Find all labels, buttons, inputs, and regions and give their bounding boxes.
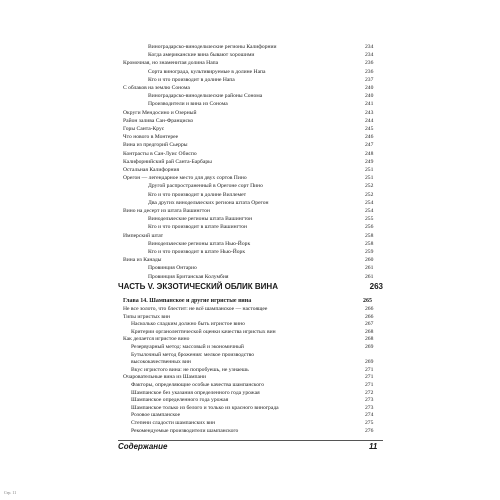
toc-entry: [0, 216, 500, 223]
toc-entry: [0, 159, 500, 166]
toc-entry-title: Степени сладости шампанских вин: [131, 420, 216, 426]
toc-entry-title: Вина из предгорий Сьерры: [123, 142, 188, 149]
toc-entry-page: 260: [365, 257, 374, 264]
toc-entry-title: Как делается игристое вино: [123, 336, 190, 343]
toc-entry-page: 254: [365, 208, 374, 214]
toc-entry: [0, 241, 500, 248]
toc-entry-title: Винодельческие регионы штата Нью-Йорк: [148, 240, 251, 247]
toc-entry-title: Шампанское без указания определенного года урожая: [131, 389, 260, 396]
toc-entry-title: Провинция Британская Колумбия: [148, 273, 229, 280]
toc-entry-title: Розовое шампанское: [131, 412, 181, 419]
toc-entry: [0, 134, 500, 141]
toc-entry-page: 241: [365, 101, 374, 108]
toc-entry-page: 271: [365, 382, 374, 388]
toc-entry-title: Вина из Канады: [123, 257, 162, 264]
toc-entry: [0, 257, 500, 264]
toc-entry-title: Производители и вина из Сонома: [148, 101, 228, 108]
toc-entry: [0, 274, 500, 281]
toc-entry: [0, 306, 500, 313]
toc-entry-page: 271: [365, 374, 374, 381]
toc-entry-title: Виноградарско-винодельческие районы Сонома: [148, 93, 263, 100]
toc-entry: [0, 390, 500, 397]
toc-entry: [0, 200, 500, 207]
part-title: ЧАСТЬ V. ЭКЗОТИЧЕСКИЙ ОБЛИК ВИНА: [118, 282, 278, 291]
toc-entry-title: Не все золото, что блестит: не всё шампанское — настоящее: [123, 306, 268, 312]
toc-entry: [0, 249, 500, 256]
toc-entry: [0, 367, 500, 374]
toc-entry: [0, 314, 500, 321]
toc-entry: [0, 60, 500, 67]
toc-entry: [0, 175, 500, 182]
toc-entry-page: 252: [365, 183, 374, 190]
toc-entry: [0, 93, 500, 100]
toc-entry-page: 234: [365, 52, 374, 59]
toc-entry: [0, 224, 500, 231]
toc-entry: [0, 77, 500, 84]
toc-entry-title: Критерии органолептической оценки качества игристых вин: [131, 328, 276, 335]
toc-entry: [0, 101, 500, 108]
toc-entry-page: 236: [365, 68, 374, 75]
toc-entry-page: 255: [365, 216, 374, 223]
chapter-page-number: 265: [363, 298, 372, 304]
toc-entry: [0, 52, 500, 59]
toc-entry-page: 240: [365, 85, 374, 91]
toc-entry-page: 275: [365, 420, 374, 426]
toc-entry-page: 269: [365, 359, 374, 366]
toc-entry-page: 274: [365, 412, 374, 419]
toc-entry-page: 272: [365, 389, 374, 396]
toc-entry: [0, 126, 500, 133]
chapter-title: Глава 14. Шампанское и другие игристые вина: [123, 298, 252, 304]
toc-entry: [0, 382, 500, 389]
toc-entry-title: Когда американские вина бывают хорошими: [148, 52, 255, 59]
margin-page-mark: Стр. 11: [4, 490, 17, 495]
toc-entry-page: 252: [365, 191, 374, 198]
toc-entry-page: 254: [365, 199, 374, 206]
toc-entry-page: 245: [365, 126, 374, 132]
toc-entry: [0, 352, 500, 359]
toc-entry-title: высококачественных вин: [131, 359, 191, 366]
toc-entry-title: Район залива Сан-Франциско: [123, 117, 194, 124]
toc-entry: [0, 397, 500, 404]
toc-entry-title: Шампанское только из белого и только из красного винограда: [131, 404, 279, 411]
toc-entry-page: 240: [365, 93, 374, 100]
toc-entry-title: Рекомендуемые производители шампанского: [131, 427, 239, 434]
toc-entry-title: Кто и что производит в долине Виллемет: [148, 191, 247, 198]
toc-entry-page: 248: [365, 150, 374, 157]
toc-entry: [0, 420, 500, 427]
toc-entry-title: Кто и что производит в долине Напа: [148, 76, 235, 83]
toc-entry-title: Горы Санта-Крус: [123, 126, 165, 132]
toc-entry-page: 251: [365, 167, 374, 173]
toc-entry: [0, 208, 500, 215]
toc-entry: [0, 142, 500, 149]
toc-entry-page: 247: [365, 142, 374, 149]
chapter-heading: [118, 297, 372, 306]
toc-entry: [0, 118, 500, 125]
toc-entry-title: Факторы, определяющие особые качества шампанского: [131, 382, 264, 388]
toc-entry-title: Провинция Онтарио: [148, 265, 197, 272]
toc-entry-title: Сорта винограда, культивируемые в долине Напа: [148, 68, 266, 75]
toc-entry-title: Контрасты в Сан-Луис Обиспо: [123, 150, 197, 157]
toc-entry: [0, 359, 500, 366]
toc-entry-page: 243: [365, 109, 374, 116]
toc-entry: [0, 233, 500, 240]
toc-entry-title: Калифорнийский рай Санта-Барбары: [123, 158, 212, 165]
toc-entry-title: Вино на десерт из штата Вашингтон: [123, 208, 210, 214]
toc-entry-page: 259: [365, 249, 374, 255]
toc-entry-page: 266: [365, 306, 374, 312]
toc-entry-page: 236: [365, 60, 374, 67]
toc-entry: [0, 321, 500, 328]
toc-entry-title: Насколько сладким должно быть игристое вино: [131, 321, 245, 328]
toc-entry-page: 271: [365, 366, 374, 373]
toc-entry-title: Кто и что производит в штате Вашингтон: [148, 224, 248, 231]
toc-entry-title: Типы игристых вин: [123, 313, 171, 320]
toc-entry: [0, 412, 500, 419]
toc-entry-title: Имперский штат: [123, 232, 164, 239]
toc-entry-page: 251: [365, 175, 374, 182]
toc-entry-page: 244: [365, 117, 374, 124]
toc-entry-page: 273: [365, 404, 374, 411]
toc-entry: [0, 336, 500, 343]
toc-entry: [0, 85, 500, 92]
toc-entry-title: Кромочная, но знаменитая долина Напа: [123, 60, 219, 67]
toc-entry-page: 267: [365, 321, 374, 328]
toc-entry: [0, 344, 500, 351]
toc-entry-title: Виноградарско-винодельческие регионы Калифорнии: [148, 44, 277, 50]
toc-entry-page: 258: [365, 232, 374, 239]
toc-entry-title: Очаровательные вина из Шампани: [123, 374, 206, 381]
toc-entry-title: Шампанское определенного года урожая: [131, 397, 229, 404]
toc-entry: [0, 374, 500, 381]
toc-entry-page: 269: [365, 344, 374, 350]
toc-entry-title: Вкус игристого вина: не попробуешь, не узнаешь: [131, 366, 249, 373]
toc-entry: [0, 405, 500, 412]
toc-entry-page: 258: [365, 240, 374, 247]
toc-entry-title: Орегон — легендарное место для двух сортов Пино: [123, 175, 247, 182]
toc-entry: [0, 110, 500, 117]
toc-entry-page: 273: [365, 397, 374, 404]
toc-entry: [0, 192, 500, 199]
toc-entry-page: 237: [365, 76, 374, 83]
footer-page-number: 11: [369, 442, 378, 451]
toc-entry: [0, 69, 500, 76]
toc-entry-page: 246: [365, 134, 374, 141]
toc-entry-page: 266: [365, 313, 374, 320]
toc-entry: [0, 428, 500, 435]
toc-entry-title: С облаков на землю Сонома: [123, 85, 190, 91]
toc-entry-page: 268: [365, 336, 374, 343]
part-heading: [118, 281, 383, 293]
toc-entry-page: 261: [365, 273, 374, 280]
toc-entry-title: Бутылочный метод брожения: мелкое производство: [131, 351, 255, 358]
toc-entry-page: 261: [365, 265, 374, 272]
toc-entry-page: 256: [365, 224, 374, 231]
toc-entry-title: Два других винодельческих региона штата Орегон: [148, 199, 269, 206]
toc-entry-page: 276: [365, 427, 374, 434]
toc-entry-title: Остальная Калифорния: [123, 167, 180, 173]
toc-entry-page: 249: [365, 158, 374, 165]
toc-entry: [0, 167, 500, 174]
toc-entry-page: 268: [365, 328, 374, 335]
toc-entry: [0, 329, 500, 336]
toc-entry-title: Что нового в Монтерее: [123, 134, 179, 141]
toc-entry-title: Кто и что производит в штате Нью-Йорк: [148, 249, 246, 255]
toc-entry-title: Винодельческие регионы штата Вашингтон: [148, 216, 253, 223]
footer-section-label: Содержание: [118, 442, 168, 451]
toc-entry: [0, 44, 500, 51]
part-page-number: 263: [369, 282, 383, 291]
toc-entry-page: 234: [365, 44, 374, 50]
toc-entry-title: Другой распространенный в Орегоне сорт Пино: [148, 183, 263, 190]
toc-entry: [0, 265, 500, 272]
toc-entry-title: Резервуарный метод: массовый и экономичный: [131, 344, 244, 350]
toc-entry: [0, 151, 500, 158]
toc-entry: [0, 183, 500, 190]
toc-entry-title: Округи Мендосино и Озерный: [123, 109, 197, 116]
